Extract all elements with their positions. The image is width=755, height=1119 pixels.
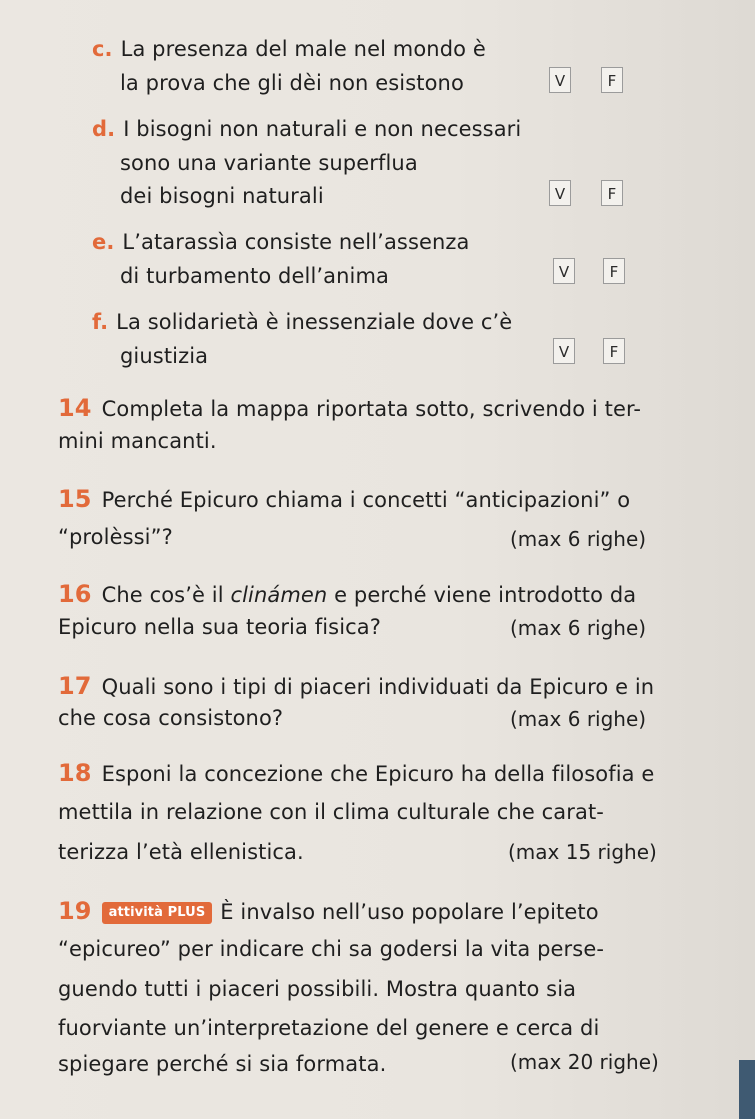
item-c-letter: c.: [92, 37, 113, 61]
item-d-text-3: dei bisogni naturali: [120, 184, 324, 208]
question-18-line-1: [58, 760, 654, 787]
item-d-true-box[interactable]: V: [549, 180, 571, 206]
question-17-number: 17: [58, 672, 92, 700]
item-d-text-2: sono una variante superflua: [120, 151, 418, 175]
question-15-line-1: [58, 486, 630, 513]
question-18-text-3: terizza l’età ellenistica.: [58, 840, 304, 864]
question-19-line-1: [58, 898, 599, 925]
question-18-limit: (max 15 righe): [508, 840, 657, 864]
question-16-number: 16: [58, 580, 92, 608]
question-18-text-2: mettila in relazione con il clima culturale che carat-: [58, 800, 604, 824]
question-15-number: 15: [58, 485, 92, 513]
item-f-letter: f.: [92, 310, 109, 334]
question-19-limit: (max 20 righe): [510, 1050, 659, 1074]
activity-plus-badge: attività PLUS: [102, 902, 213, 924]
item-d-text-1: I bisogni non naturali e non necessari: [123, 117, 522, 141]
item-c-false-box[interactable]: F: [601, 67, 623, 93]
item-d-line-1: [92, 116, 521, 142]
question-14-text-2: mini mancanti.: [58, 429, 217, 453]
item-c-true-box[interactable]: V: [549, 67, 571, 93]
item-e-text-1: L’atarassìa consiste nell’assenza: [122, 230, 470, 254]
question-18-number: 18: [58, 759, 92, 787]
question-19-text-5: spiegare perché si sia formata.: [58, 1052, 387, 1076]
question-15-limit: (max 6 righe): [510, 527, 647, 551]
question-14-number: 14: [58, 394, 92, 422]
question-16-text-2: Epicuro nella sua teoria fisica?: [58, 615, 381, 639]
question-16-limit: (max 6 righe): [510, 616, 647, 640]
question-15-text-1: Perché Epicuro chiama i concetti “anticipazioni” o: [101, 488, 631, 512]
question-19-number: 19: [58, 897, 92, 925]
question-19-text-4: fuorviante un’interpretazione del genere e cerca di: [58, 1016, 600, 1040]
item-d-letter: d.: [92, 117, 116, 141]
item-c-line-1: [92, 36, 486, 62]
item-c-text-1: La presenza del male nel mondo è: [120, 37, 486, 61]
item-f-text-2: giustizia: [120, 344, 209, 368]
question-16-text-1a: Che cos’è il: [101, 583, 231, 607]
item-f-false-box[interactable]: F: [603, 338, 625, 364]
item-e-false-box[interactable]: F: [603, 258, 625, 284]
item-d-false-box[interactable]: F: [601, 180, 623, 206]
question-14-text-1: Completa la mappa riportata sotto, scrivendo i ter-: [101, 397, 642, 421]
question-16-term: clinámen: [230, 583, 328, 607]
question-17-limit: (max 6 righe): [510, 707, 647, 731]
item-f-true-box[interactable]: V: [553, 338, 575, 364]
question-17-text-1: Quali sono i tipi di piaceri individuati da Epicuro e in: [101, 675, 655, 699]
question-18-text-1: Esponi la concezione che Epicuro ha della filosofia e: [101, 762, 655, 786]
question-19-text-2: “epicureo” per indicare chi sa godersi la vita perse-: [58, 937, 605, 961]
question-14-line-1: [58, 395, 641, 422]
question-15-text-2: “prolèssi”?: [58, 525, 173, 549]
question-19-text-3: guendo tutti i piaceri possibili. Mostra quanto sia: [58, 977, 577, 1001]
item-c-text-2: la prova che gli dèi non esistono: [120, 71, 464, 95]
question-19-text-1: È invalso nell’uso popolare l’epiteto: [220, 900, 599, 924]
item-e-text-2: di turbamento dell’anima: [120, 264, 389, 288]
item-e-true-box[interactable]: V: [553, 258, 575, 284]
item-f-line-1: [92, 309, 512, 335]
item-f-text-1: La solidarietà è inessenziale dove c’è: [116, 310, 513, 334]
question-16-line-1: [58, 581, 636, 608]
item-e-line-1: [92, 229, 470, 255]
question-17-line-1: [58, 673, 654, 700]
question-17-text-2: che cosa consistono?: [58, 706, 284, 730]
page-edge-background: [739, 1060, 755, 1119]
question-16-text-1b: e perché viene introdotto da: [327, 583, 637, 607]
item-e-letter: e.: [92, 230, 115, 254]
